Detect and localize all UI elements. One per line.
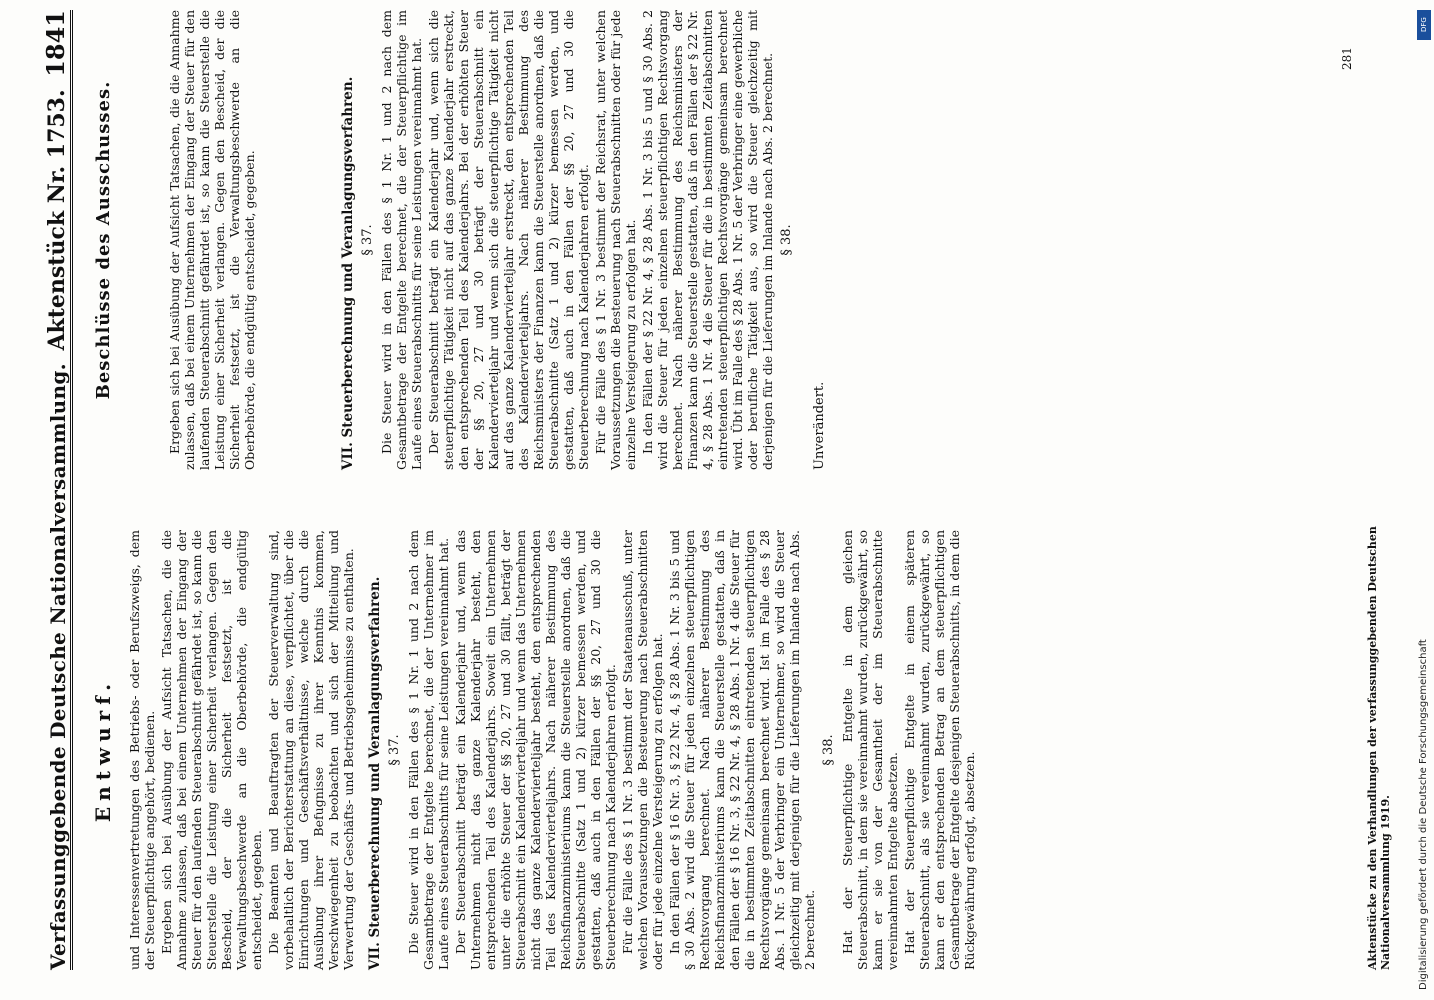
draft-s37-paragraph: In den Fällen der § 16 Nr. 3, § 22 Nr. 4, § 28 Abs. 1 Nr. 3 bis 5 und § 30 Abs. 2 wird die Steuer für jeden einzelnen steuerpflichtigen Rechtsvorgang berechnet. Nach näherer Bestimmung des Reichsfinanzministeriums kann die Steuerstelle gestatten, daß in den Fällen der § 16 Nr. 3, § 22 Nr. 4, § 28 Abs. 1 Nr. 4 die Steuer für die in bestimmten Zeitabschnitten eintretenden steuerpflichtigen Rechtsvorgänge gemeinsam berechnet wird. Ist im Falle des § 28 Abs. 1 Nr. 5 der Verbringer ein Unternehmer, so wird die Steuer gleichzeitig mit derjenigen für die Lieferungen im Inlande nach Abs. 2 berechnet. [667, 530, 817, 970]
header-left: Verfassunggebende Deutsche Nationalversammlung. [46, 363, 70, 970]
committee-s37-paragraph: Der Steuerabschnitt beträgt ein Kalenderjahr und, wenn sich die steuerpflichtige Tätigkeit nicht auf das ganze Kalenderjahr erstreckt, den entsprechenden Teil des Kalenderjahrs. Bei der erhöhten Steuer der §§ 20, 27 und 30 beträgt der Steuerabschnitt ein Kalendervierteljahr und wenn sich die steuerpflichtige Tätigkeit nicht auf das ganze Kalendervierteljahr erstreckt, den entsprechenden Teil des Kalendervierteljahrs. Nach näherer Bestimmung des Reichsministers der Finanzen kann die Steuerstelle anordnen, daß die Steuerabschnitte (Satz 1 und 2) kürzer bemessen werden, und gestatten, daß auch in den Fällen der §§ 20, 27 und 30 die Steuerberechnung nach Kalenderjahren erfolgt. [426, 10, 591, 470]
draft-title: Entwurf. [91, 677, 115, 823]
page-footer: Aktenstücke zu den Verhandlungen der verfassunggebenden Deutschen Nationalversammlung 1919. [1366, 526, 1392, 970]
column-draft [86, 530, 979, 970]
committee-s37-paragraph: Die Steuer wird in den Fällen des § 1 Nr. 1 und 2 nach dem Gesamtbetrage der Entgelte berechnet, die der Steuerpflichtige im Laufe eines Steuerabschnitts für seine Leistungen vereinnahmt hat. [379, 10, 424, 470]
draft-paragraph: Ergeben sich bei Ausübung der Aufsicht Tatsachen, die die Annahme zulassen, daß bei einem Unternehmen der Eingang der Steuer für den laufenden Steuerabschnitt gefährdet ist, so kann die Steuerstelle die Leistung einer Sicherheit verlangen. Gegen den Bescheid, der die Sicherheit festsetzt, ist die Verwaltungsbeschwerde an die Oberbehörde, die endgültig entscheidet, gegeben. [159, 530, 264, 970]
committee-section-vii-title: VII. Steuerberechnung und Veranlagungsverfahren. [340, 76, 356, 470]
header-page-number: 1841 [41, 10, 70, 77]
draft-section-38: § 38. [821, 734, 836, 766]
committee-title: Beschlüsse des Ausschusses. [93, 80, 114, 400]
digitization-notice: Digitalisierung gefördert durch die Deutsche Forschungsgemeinschaft [1418, 639, 1429, 990]
committee-section-38: § 38. [779, 224, 794, 256]
committee-s37-paragraph: In den Fällen der § 22 Nr. 4, § 28 Abs. 1 Nr. 3 bis 5 und § 30 Abs. 2 wird die Steuer für jeden einzelnen steuerpflichtigen Rechtsvorgang berechnet. Nach näherer Bestimmung des Reichsministers der Finanzen kann die Steuerstelle gestatten, daß in den Fällen der § 22 Nr. 4, § 28 Abs. 1 Nr. 4 die Steuer für die in bestimmten Zeitabschnitten eintretenden steuerpflichtigen Rechtsvorgänge gemeinsam berechnet wird. Übt im Falle des § 28 Abs. 1 Nr. 5 der Verbringer eine gewerbliche oder berufliche Tätigkeit aus, so wird die Steuer gleichzeitig mit derjenigen für die Lieferungen im Inlande nach Abs. 2 berechnet. [640, 10, 775, 470]
column-committee [86, 10, 827, 470]
committee-unchanged-note: Unverändert. [812, 381, 827, 470]
draft-s38-paragraph: Hat der Steuerpflichtige Entgelte in einem späteren Steuerabschnitt, als sie vereinnahmt wurden, zurückgewährt, so kann er den entsprechenden Betrag an dem steuerpflichtigen Gesamtbetrage der Entgelte desjenigen Steuerabschnitts, in dem die Rückgewährung erfolgt, absetzen. [902, 530, 977, 970]
page-header [30, 10, 73, 970]
draft-s37-paragraph: Der Steuerabschnitt beträgt ein Kalenderjahr und, wenn das Unternehmen nicht das ganze Kalenderjahr besteht, den entsprechenden Teil des Kalenderjahrs. Soweit ein Unternehmen unter die erhöhte Steuer der §§ 20, 27 und 30 fällt, beträgt der Steuerabschnitt ein Kalendervierteljahr und wenn das Unternehmen nicht das ganze Kalendervierteljahr besteht, den entsprechenden Teil des Kalendervierteljahrs. Nach näherer Bestimmung des Reichsfinanzministeriums kann die Steuerstelle anordnen, daß die Steuerabschnitte (Satz 1 und 2) kürzer bemessen werden, und gestatten, daß auch in den Fällen der §§ 20, 27 und 30 die Steuerberechnung nach Kalenderjahren erfolgt. [453, 530, 618, 970]
committee-paragraph: Ergeben sich bei Ausübung der Aufsicht Tatsachen, die die Annahme zulassen, daß bei einem Unternehmen der Eingang der Steuer für den laufenden Steuerabschnitt gefährdet ist, so kann die Steuerstelle die Leistung einer Sicherheit verlangen. Gegen den Bescheid, der die Sicherheit festsetzt, ist die Verwaltungsbeschwerde an die Oberbehörde, die endgültig entscheidet, gegeben. [167, 10, 257, 470]
page-number: 281 [1340, 47, 1354, 70]
header-document-number: Aktenstück Nr. 1753. [44, 89, 70, 351]
dfg-logo: DFG [1417, 10, 1431, 40]
committee-s37-paragraph: Für die Fälle des § 1 Nr. 3 bestimmt der Reichsrat, unter welchen Voraussetzungen die Besteuerung nach Steuerabschnitten oder für jede einzelne Versteigerung zu erfolgen hat. [593, 10, 638, 470]
draft-paragraph: Die Beamten und Beauftragten der Steuerverwaltung sind, vorbehaltlich der Berichterstattung an diese, verpflichtet, über die Einrichtungen und Geschäftsverhältnisse, welche durch die Ausübung ihrer Befugnisse zu ihrer Kenntnis kommen, Verschwiegenheit zu beobachten und sich der Mitteilung und Verwertung der Geschäfts- und Betriebsgeheimnisse zu enthalten. [266, 530, 356, 970]
draft-section-vii-title: VII. Steuerberechnung und Veranlagungsverfahren. [367, 576, 383, 970]
draft-s37-paragraph: Für die Fälle des § 1 Nr. 3 bestimmt der Staatenausschuß, unter welchen Voraussetzungen die Besteuerung nach Steuerabschnitten oder für jede einzelne Versteigerung zu erfolgen hat. [620, 530, 665, 970]
rotated-document [30, 10, 1400, 970]
draft-section-37: § 37. [387, 734, 402, 766]
draft-paragraph: und Interessenvertretungen des Betriebs- oder Berufszweigs, dem der Steuerpflichtige angehört, bedienen. [127, 530, 157, 970]
committee-section-37: § 37. [360, 224, 375, 256]
draft-s38-paragraph: Hat der Steuerpflichtige Entgelte in dem gleichen Steuerabschnitt, in dem sie vereinnahmt wurden, zurückgewährt, so kann er sie von der Gesamtheit der im Steuerabschnitte vereinnahmten Entgelte absetzen. [840, 530, 900, 970]
draft-s37-paragraph: Die Steuer wird in den Fällen des § 1 Nr. 1 und 2 nach dem Gesamtbetrage der Entgelte berechnet, die der Unternehmer im Laufe eines Steuerabschnitts für seine Leistungen vereinnahmt hat. [406, 530, 451, 970]
